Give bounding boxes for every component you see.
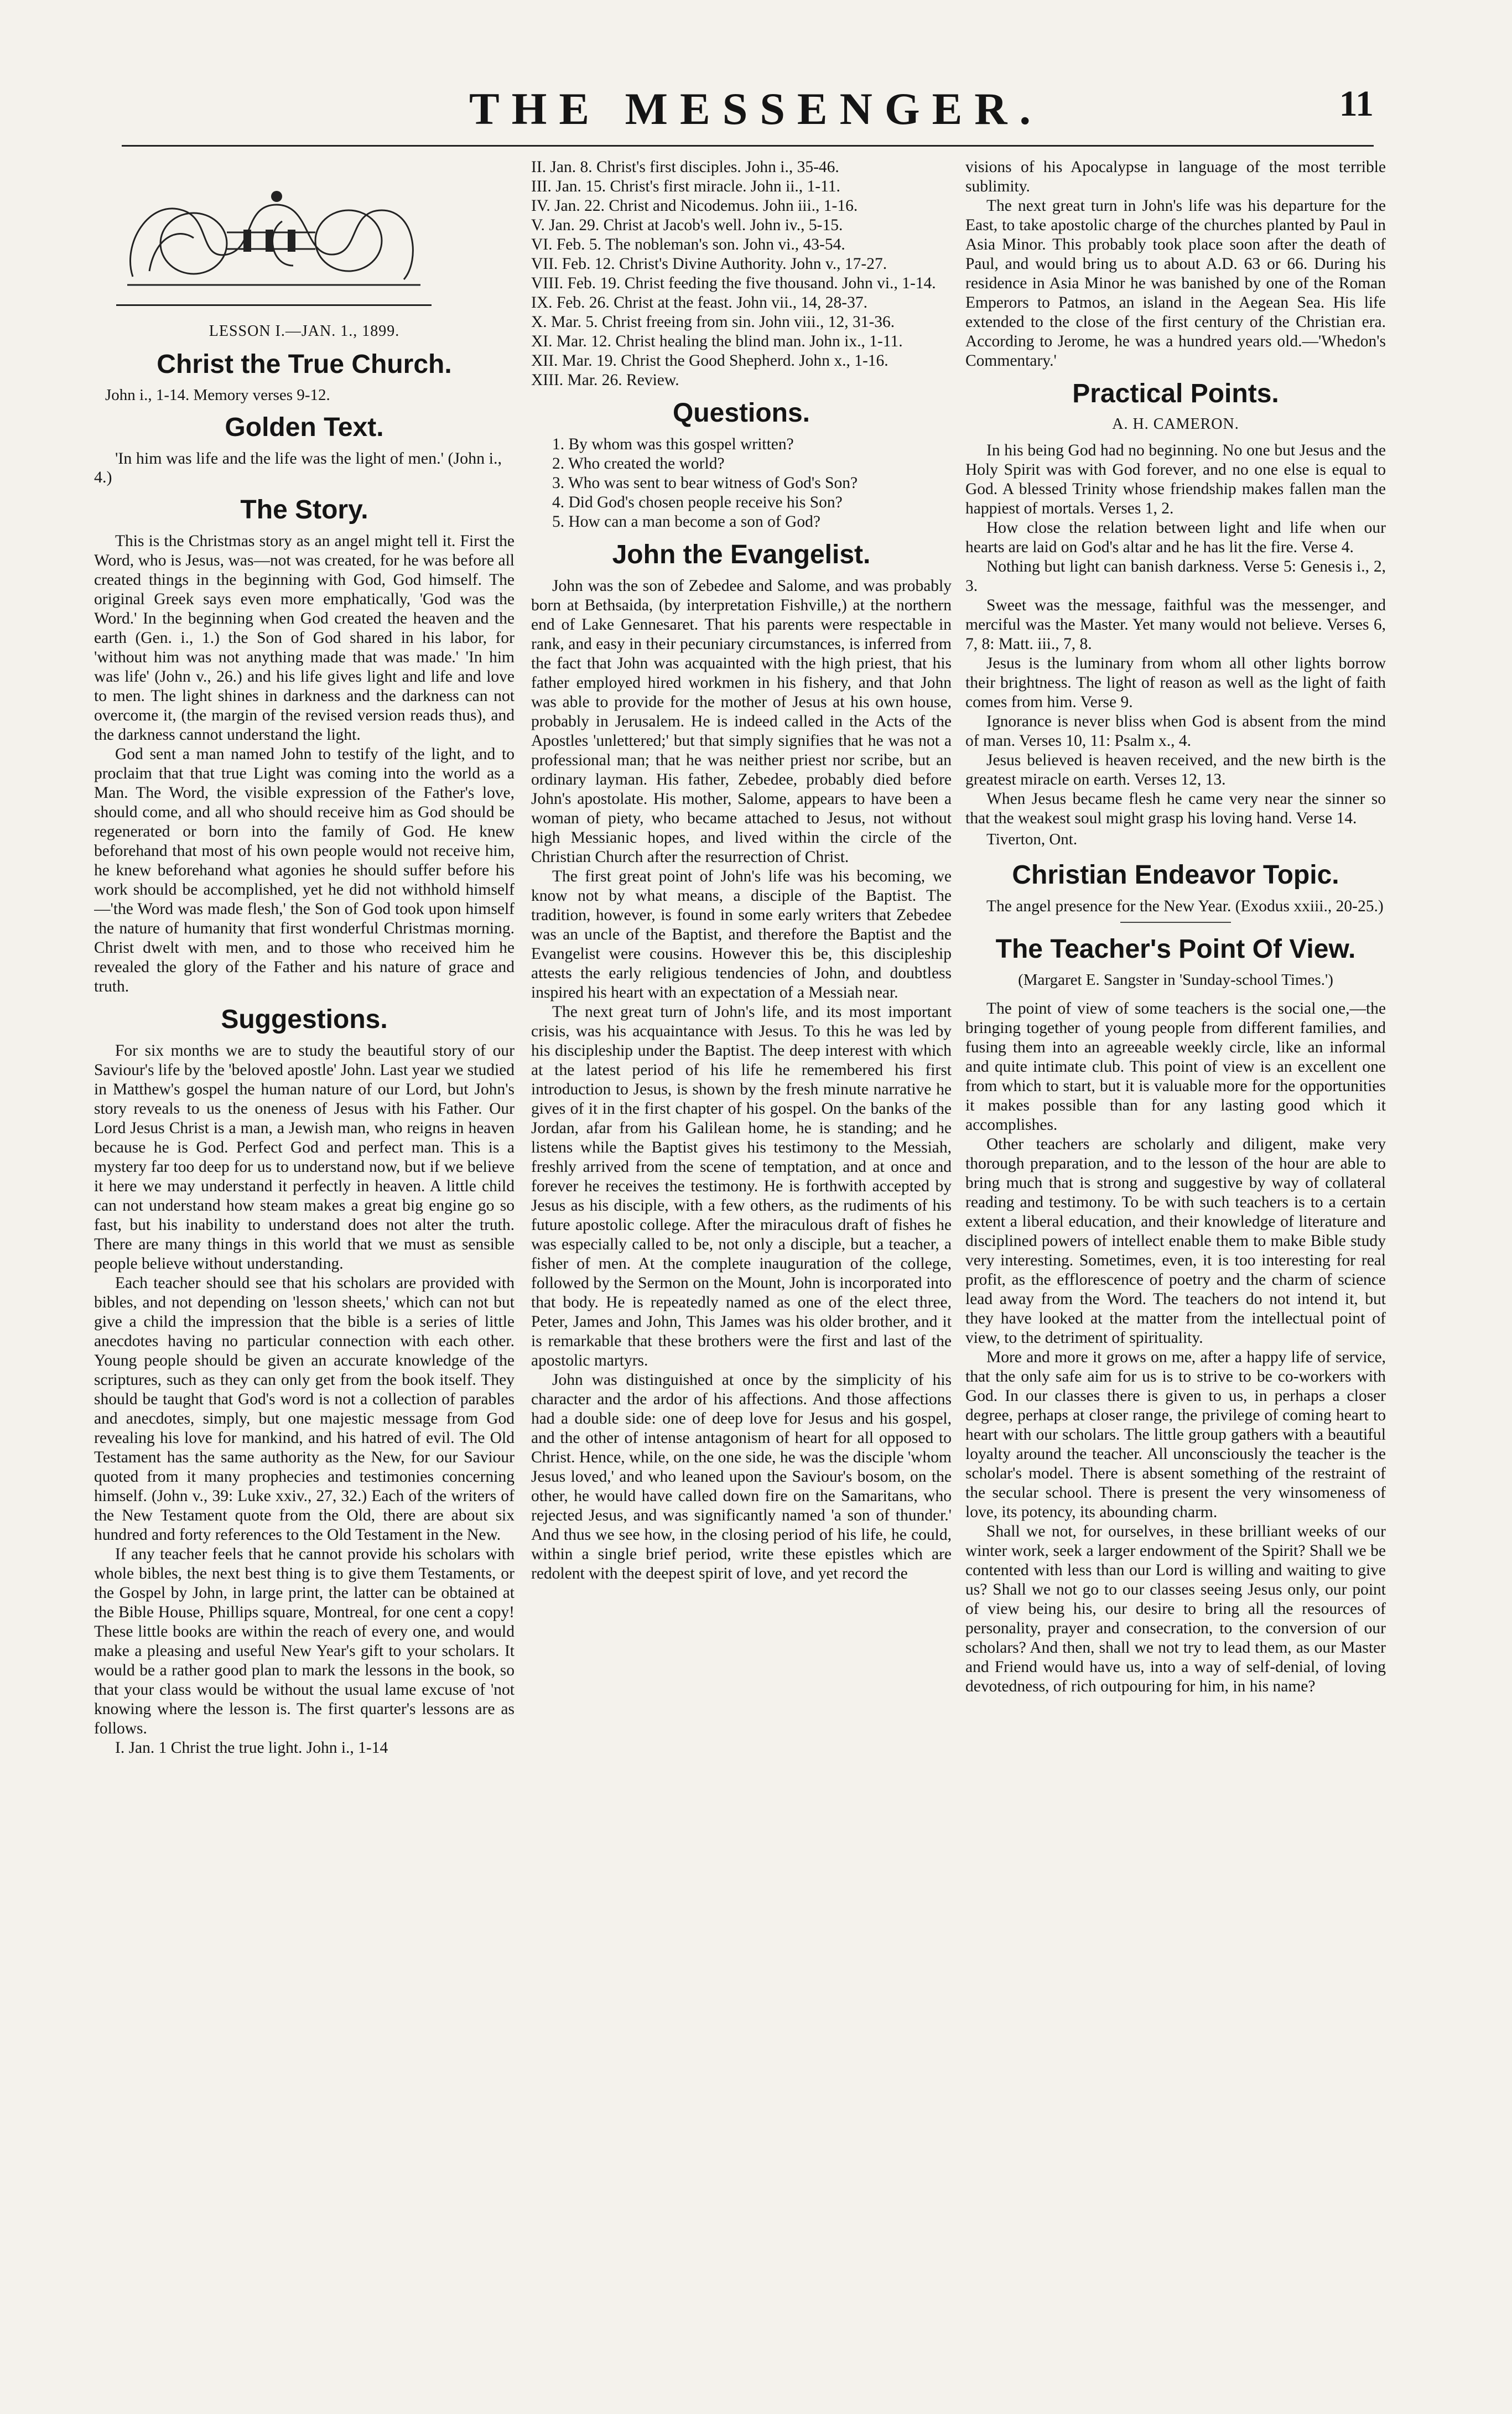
- lesson-list-item: XI. Mar. 12. Christ healing the blind man. John ix., 1-11.: [531, 333, 903, 350]
- teacher-source: (Margaret E. Sangster in 'Sunday-school Times.'): [1018, 971, 1333, 989]
- quarter-lesson-list: [531, 158, 952, 390]
- practical-point: Jesus is the luminary from whom all other lights borrow their brightness. The light of reason as well as the light of faith comes from him. Verse 9.: [965, 655, 1386, 711]
- practical-points-signature: Tiverton, Ont.: [986, 830, 1078, 848]
- column-2: [531, 158, 952, 2375]
- masthead: [0, 83, 1512, 149]
- evangelist-paragraph: The next great turn of John's life, and its most important crisis, was his acquaintance with Jesus. To this he was led by his discipleship under the Baptist. The deep interest with which at the latest period of his life he remembered his first introduction to Jesus, is shown by the fresh minute narrative he gives of it in the first chapter of his gospel. On the banks of the Jordan, afar from his Galilean home, he is standing; and he listens while the Baptist gives his testimony to the Messiah, freshly arrived from the scene of temptation, and at once and forever he receives the testimony. He is forthwith accepted by Jesus as his disciple, with a few others, as the rudiments of his future apostolic college. After the miraculous draft of fishes he was especially called to be, not only a disciple, but a teacher, a fisher of men. At the complete inauguration of the college, followed by the Sermon on the Mount, John is incorporated into that body. He is repeatedly named as one of the elect three, Peter, James and John, This James was his older brother, and it is remarkable that these brothers were the first and last of the apostolic martyrs.: [531, 1003, 952, 1369]
- lesson-list-item: VII. Feb. 12. Christ's Divine Authority. John v., 17-27.: [531, 255, 887, 273]
- golden-text-heading: Golden Text.: [225, 413, 384, 442]
- evangelist-paragraph: John was the son of Zebedee and Salome, and was probably born at Bethsaida, (by interpretation Fishville,) at the northern end of Lake Gennesaret. That his parents were respectable in rank, and easy in their pecuniary circumstances, is inferred from the fact that John was acquainted with the high priest, that his father employed hired workmen in his fishery, and that John was able to provide for the mother of Jesus at his own house, probably in Jerusalem. He is indeed called in the Acts of the Apostles 'unlettered;' but that simply signifies that he was not a professional man; that he was neither priest nor scribe, but an ordinary layman. His father, Zebedee, probably died before John's apostolate. His mother, Salome, appears to have been a woman of piety, who became attached to Jesus, not without high Messianic hopes, and lived within the circle of the Christian Church after the resurrection of Christ.: [531, 577, 952, 866]
- evangelist-continuation: visions of his Apocalypse in language of the most terrible sublimity.: [965, 158, 1386, 195]
- practical-point: When Jesus became flesh he came very near the sinner so that the weakest soul might grasp his loving hand. Verse 14.: [965, 790, 1386, 827]
- endeavor-text: The angel presence for the New Year. (Exodus xxiii., 20-25.): [986, 897, 1384, 915]
- lesson-reference: John i., 1-14. Memory verses 9-12.: [105, 386, 330, 404]
- lesson-list-item: XII. Mar. 19. Christ the Good Shepherd. John x., 1-16.: [531, 352, 889, 370]
- question-item: 4. Did God's chosen people receive his Son?: [552, 494, 843, 511]
- lesson-list-item: I. Jan. 1 Christ the true light. John i., 1-14: [115, 1739, 388, 1757]
- golden-text: 'In him was life and the life was the light of men.' (John i., 4.): [94, 449, 502, 486]
- evangelist-paragraph: The first great point of John's life was his becoming, we know not by what means, a disciple of the Baptist. The tradition, however, is found in some early writers that Zebedee was an uncle of the Baptist, and therefore the Baptist and the Evangelist were cousins. However this be, this discipleship attests the early religious tendencies of John, and doubtless inspired his heart with an expectation of a Messiah near.: [531, 868, 952, 1001]
- teacher-paragraph: Shall we not, for ourselves, in these brilliant weeks of our winter work, seek a larger endowment of the Spirit? Shall we be contented with less than our Lord is willing and waiting to give us? Shall we not go to our classes seeing Jesus only, our point of view being his, our desire to bring all the resources of personality, prayer and consecration, to the conversion of our scholars? And then, shall we not try to lead them, as our Master and Friend would have us, into a way of self-denial, of loving devotedness, of rich outpouring for him, in his name?: [965, 1523, 1386, 1695]
- column-1: [94, 166, 515, 2375]
- story-paragraph: God sent a man named John to testify of the light, and to proclaim that that true Light was coming into the world as a Man. The Word, the visible expression of the Father's love, should come, and all who should receive him as God should be regenerated or born into the family of God. He knew beforehand that most of his own people would not receive him, he knew beforehand what agonies he should suffer before his work should be accomplished, yet he did not withhold himself—'the Word was made flesh,' the Son of God took upon himself the nature of humanity that first wonderful Christmas morning. Christ dwelt with men, and to those who received him he revealed the glory of the Father and his nature of grace and truth.: [94, 745, 515, 995]
- lesson-list-item: IV. Jan. 22. Christ and Nicodemus. John iii., 1-16.: [531, 197, 858, 215]
- practical-point: In his being God had no beginning. No one but Jesus and the Holy Spirit was with God forever, and no one else is equal to God. A blessed Trinity whose friendship makes fallen man the happiest of mortals. Verses 1, 2.: [965, 442, 1386, 517]
- questions-heading: Questions.: [672, 398, 810, 428]
- question-item: 1. By whom was this gospel written?: [552, 435, 794, 453]
- question-item: 3. Who was sent to bear witness of God's Son?: [552, 474, 858, 492]
- lesson-line: LESSON I.—JAN. 1., 1899.: [209, 323, 400, 340]
- newspaper-title: THE MESSENGER.: [469, 84, 1043, 134]
- column-3: [965, 158, 1386, 2375]
- practical-point: Ignorance is never bliss when God is absent from the mind of man. Verses 10, 11: Psalm x., 4.: [965, 713, 1386, 750]
- suggestions-paragraph: If any teacher feels that he cannot provide his scholars with whole bibles, the next best thing is to give them Testaments, or the Gospel by John, in large print, the latter can be obtained at the Bible House, Phillips square, Montreal, for one cent a copy! These little books are within the reach of every one, and would make a pleasing and useful New Year's gift to your scholars. It would be a rather good plan to mark the lessons in the book, so that your class would be without the usual lame excuse of 'not knowing where the lesson is. The first quarter's lessons are as follows.: [94, 1545, 515, 1737]
- section-divider: [1120, 922, 1231, 923]
- lesson-list-item: V. Jan. 29. Christ at Jacob's well. John iv., 5-15.: [531, 216, 843, 234]
- lesson-list-item: XIII. Mar. 26. Review.: [531, 371, 679, 389]
- evangelist-paragraph: The next great turn in John's life was his departure for the East, to take apostolic charge of the churches planted by Paul in Asia Minor. This probably took place soon after the death of Paul, and would bring us to about A.D. 63 or 66. During his residence in Asia Minor he was banished by one of the Roman Emperors to Patmos, an island in the Aegean Sea. His life extended to the close of the first century of the Christian era. According to Jerome, he was a hundred years old.—'Whedon's Commentary.': [965, 197, 1386, 370]
- practical-point: Jesus believed is heaven received, and the new birth is the greatest miracle on earth. Verses 12, 13.: [965, 751, 1386, 788]
- practical-points-author: A. H. CAMERON.: [1112, 416, 1239, 433]
- practical-point: Nothing but light can banish darkness. Verse 5: Genesis i., 2, 3.: [965, 558, 1386, 595]
- practical-point: How close the relation between light and life when our hearts are laid on God's altar and he has lit the fire. Verse 4.: [965, 519, 1386, 556]
- page-number: 11: [1339, 84, 1374, 124]
- masthead-rule: [122, 145, 1374, 147]
- story-heading: The Story.: [240, 495, 368, 525]
- suggestions-paragraph: Each teacher should see that his scholars are provided with bibles, and not depending on 'lesson sheets,' which can not but give a child the impression that the bible is a series of little anecdotes having no particular connection with each other. Young people should be given an accurate knowledge of the scriptures, such as they can only get from the book itself. They should be taught that God's word is not a collection of parables and anecdotes, simply, but one majestic message from God revealing his love for mankind, and his hatred of evil. The Old Testament has the same authority as the New, for our Saviour quoted from it many prophecies and testimonies concerning himself. (John v., 39: Luke xxiv., 27, 32.) Each of the writers of the New Testament quote from the Old, there are about six hundred and forty references to the Old Testament in the New.: [94, 1274, 515, 1544]
- question-item: 2. Who created the world?: [552, 455, 725, 473]
- lesson-list-item: X. Mar. 5. Christ freeing from sin. John viii., 12, 31-36.: [531, 313, 895, 331]
- lesson-list-item: VI. Feb. 5. The nobleman's son. John vi., 43-54.: [531, 236, 845, 253]
- evangelist-paragraph: John was distinguished at once by the simplicity of his character and the ardor of his affections. And those affections had a double side: one of deep love for Jesus and his gospel, and the other of intense antagonism of heart for all opposed to Christ. Hence, while, on the one side, he was the disciple 'whom Jesus loved,' and who leaned upon the Saviour's bosom, on the other, he would have called down fire on the Samaritans, who rejected Jesus, and was significantly named 'a son of thunder.' And thus we see how, in the closing period of his life, he could, within a single brief period, write these epistles which are redolent with the deepest spirit of love, and yet record the: [531, 1371, 952, 1582]
- lesson-list-item: III. Jan. 15. Christ's first miracle. John ii., 1-11.: [531, 178, 840, 195]
- ornament-logo-icon: [116, 177, 432, 302]
- teacher-paragraph: More and more it grows on me, after a happy life of service, that the only safe aim for us is to strive to be co-workers with God. In our classes there is given to us, in perhaps a closer degree, perhaps at closer range, the privilege of coming heart to heart with our scholars. The little group gathers with a beautiful loyalty around the teacher. All unconsciously the teacher is the scholar's model. There is absent something of the restraint of the secular school. There is present the very winsomeness of love, its potency, its abounding charm.: [965, 1348, 1386, 1521]
- lesson-list-item: IX. Feb. 26. Christ at the feast. John vii., 14, 28-37.: [531, 294, 867, 312]
- story-paragraph: This is the Christmas story as an angel might tell it. First the Word, who is Jesus, was—not was created, for he was before all created things in the beginning with God, God himself. The original Greek says even more emphatically, 'God was the Word.' In the beginning when God created the heaven and the earth (Gen. i., 1.) the Son of God shared in his labor, for 'without him was not anything made that was made.' 'In him was life' (John v., 26.) and his life gives light and life and love to men. The light shines in darkness and the darkness can not overcome it, (the margin of the revised version reads thus), and the darkness cannot understand the light.: [94, 532, 515, 744]
- teacher-paragraph: Other teachers are scholarly and diligent, make very thorough preparation, and to the lesson of the hour are able to bring much that is strong and suggestive by way of collateral reading and testimony. To be with such teachers is to a certain extent a liberal education, and their knowledge of literature and disciplined powers of intellect enable them to make Bible study very interesting. Sometimes, even, it is too interesting for real profit, as the efflorescence of poetry and the charm of science lead away from the Word. The teachers do not intend it, but they have looked at the matter from the intellectual point of view, to the detriment of spirituality.: [965, 1135, 1386, 1347]
- lesson-list-item: II. Jan. 8. Christ's first disciples. John i., 35-46.: [531, 158, 839, 176]
- teacher-paragraph: The point of view of some teachers is the social one,—the bringing together of young people from different families, and fusing them into an agreeable weekly circle, like an informal and quite intimate club. This point of view is an excellent one from which to start, but it is valuable more for the opportunities it makes possible than for any lasting good which it accomplishes.: [965, 1000, 1386, 1134]
- questions-list: [531, 435, 952, 532]
- lesson-list-item: VIII. Feb. 19. Christ feeding the five thousand. John vi., 1-14.: [531, 274, 936, 292]
- suggestions-heading: Suggestions.: [221, 1005, 388, 1034]
- evangelist-heading: John the Evangelist.: [612, 540, 871, 569]
- practical-points-heading: Practical Points.: [1072, 379, 1279, 408]
- suggestions-paragraph: For six months we are to study the beautiful story of our Saviour's life by the 'beloved apostle' John. Last year we studied in Matthew's gospel the human nature of our Lord, but John's story reveals to us the oneness of Jesus with his Father. Our Lord Jesus Christ is a man, a Jewish man, who reigns in heaven because he is God. Perfect God and perfect man. This is a mystery far too deep for us to understand now, but if we believe it here we may understand it perfectly in heaven. A little child can not understand how steam makes a great big engine go so fast, but his inability to understand does not alter the truth. There are many things in this world that we must as sensible people believe without understanding.: [94, 1042, 515, 1273]
- endeavor-heading: Christian Endeavor Topic.: [1012, 860, 1339, 890]
- sunday-school-logo: [116, 177, 432, 306]
- question-item: 5. How can a man become a son of God?: [552, 513, 820, 531]
- lesson-title: Christ the True Church.: [157, 350, 452, 379]
- practical-point: Sweet was the message, faithful was the messenger, and merciful was the Master. Yet many would not believe. Verses 6, 7, 8: Matt. iii., 7, 8.: [965, 596, 1386, 653]
- teacher-heading: The Teacher's Point Of View.: [995, 935, 1356, 964]
